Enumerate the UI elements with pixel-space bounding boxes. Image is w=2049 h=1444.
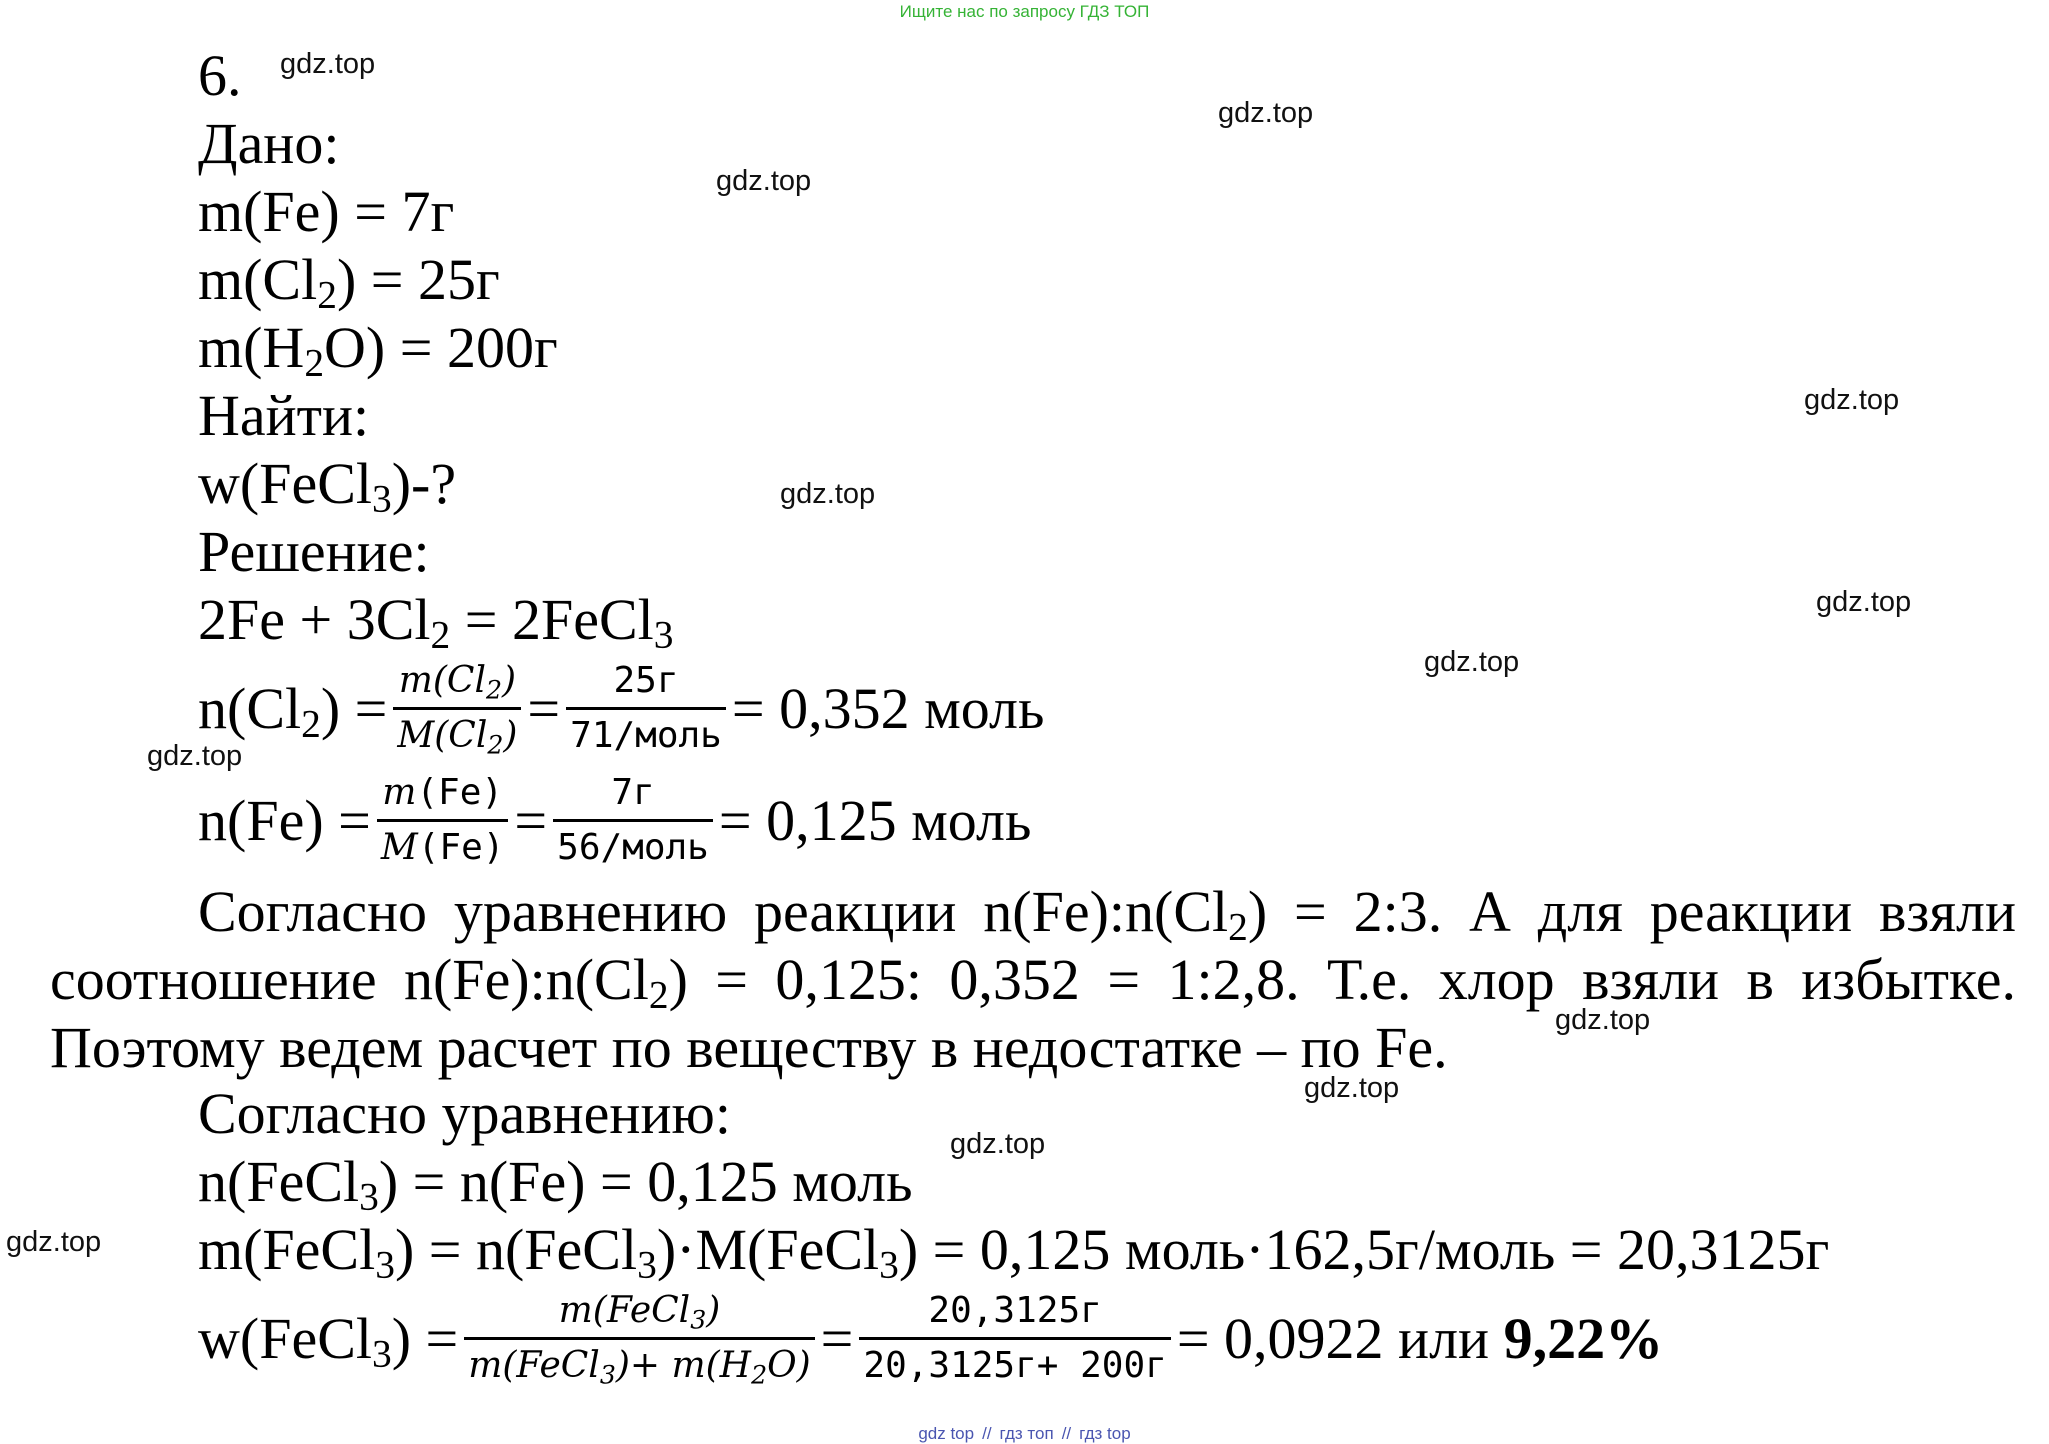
- ratio-paragraph: Согласно уравнению реакции $n(Fe):n(Cl_2)$ = 2:3. А для реакции взяли соотношение $n(Fe):n(Cl_2) = 0,125$: 0,352 = 1:2,8. Т.е. хлор взяли в избытке. Поэтому ведем расчет по веществу в недостатке – по Fe.: [50, 879, 2016, 1080]
- watermark: gdz.top: [1424, 646, 1520, 678]
- w-fecl3-equation: [198, 1280, 1663, 1396]
- watermark: gdz.top: [6, 1226, 102, 1258]
- w-fecl3-result: = 0,0922 или 9,22%: [1176, 1305, 1664, 1371]
- w-fecl3-fraction-numeric: $\frac{20,3125г}{20,3125г+ 200г}$: [859, 1285, 1170, 1392]
- watermark: gdz.top: [280, 48, 376, 80]
- n-cl2-fraction-symbolic: $\frac{m(Cl_2)}{M(Cl_2)}$: [393, 655, 521, 762]
- n-fe-lhs: n(Fe) =: [198, 787, 371, 853]
- reaction-equation: $2Fe + 3Cl_2$ = 2FeCl$_3$: [198, 587, 674, 657]
- watermark: gdz.top: [1816, 586, 1912, 618]
- m-fecl3-line: m(FeCl$_3$) = n(FeCl$_3$)·M(FeCl$_3$) = 0,125 моль·162,5г/моль = 20,3125г: [198, 1217, 1830, 1287]
- footer-separator: //: [1061, 1424, 1072, 1443]
- problem-number: 6.: [198, 43, 242, 108]
- watermark: gdz.top: [1804, 384, 1900, 416]
- footer-link[interactable]: gdz top: [918, 1424, 975, 1443]
- search-banner[interactable]: Ищите нас по запросу ГДЗ ТОП: [899, 2, 1150, 21]
- footer-link[interactable]: гдз top: [1079, 1424, 1131, 1443]
- watermark: gdz.top: [1218, 97, 1314, 129]
- given-cl2: $m(Cl_2) = 25г$: [198, 247, 500, 317]
- find-heading: Найти:: [198, 383, 370, 448]
- given-heading: Дано:: [198, 111, 340, 176]
- n-cl2-lhs: $n(Cl_2)$ =: [198, 675, 388, 746]
- n-cl2-result: = 0,352 моль: [731, 675, 1045, 741]
- given-fe: m(Fe) = 7г: [198, 179, 455, 244]
- given-h2o: $m(H_2O) = 200г$: [198, 315, 558, 385]
- w-fecl3-lhs: w(FeCl$_3$) =: [198, 1305, 459, 1376]
- n-cl2-fraction-numeric: $\frac{25г}{\text{71/моль}}$: [566, 655, 726, 762]
- according-heading: Согласно уравнению:: [198, 1081, 731, 1146]
- footer-separator: //: [982, 1424, 992, 1443]
- n-fe-result: = 0,125 моль: [718, 787, 1032, 853]
- watermark: gdz.top: [950, 1128, 1046, 1160]
- n-cl2-equation: [198, 650, 1044, 766]
- footer-links: [0, 1424, 2049, 1444]
- watermark: gdz.top: [1555, 1004, 1651, 1036]
- watermark: gdz.top: [780, 478, 876, 510]
- find-target: w(FeCl$_3$)-?: [198, 451, 457, 521]
- n-fe-fraction-symbolic: $\frac{m(Fe)}{M(Fe)}$: [377, 767, 509, 874]
- equals-sign: =: [527, 675, 561, 741]
- watermark: gdz.top: [147, 740, 243, 772]
- w-fecl3-fraction-symbolic: $\frac{m(FeCl_3)}{m(FeCl_3)+ m(H_2O)}$: [464, 1285, 814, 1392]
- equals-sign: =: [820, 1305, 854, 1371]
- n-fe-fraction-numeric: $\frac{7г}{\text{56/моль}}$: [553, 767, 713, 874]
- n-fe-equation: [198, 762, 1031, 878]
- footer-link[interactable]: гдз топ: [999, 1424, 1054, 1443]
- watermark: gdz.top: [716, 165, 812, 197]
- n-fecl3-line: n(FeCl$_3$) = n(Fe) = 0,125 моль: [198, 1149, 913, 1219]
- watermark: gdz.top: [1304, 1072, 1400, 1104]
- solution-heading: Решение:: [198, 519, 430, 584]
- equals-sign: =: [514, 787, 548, 853]
